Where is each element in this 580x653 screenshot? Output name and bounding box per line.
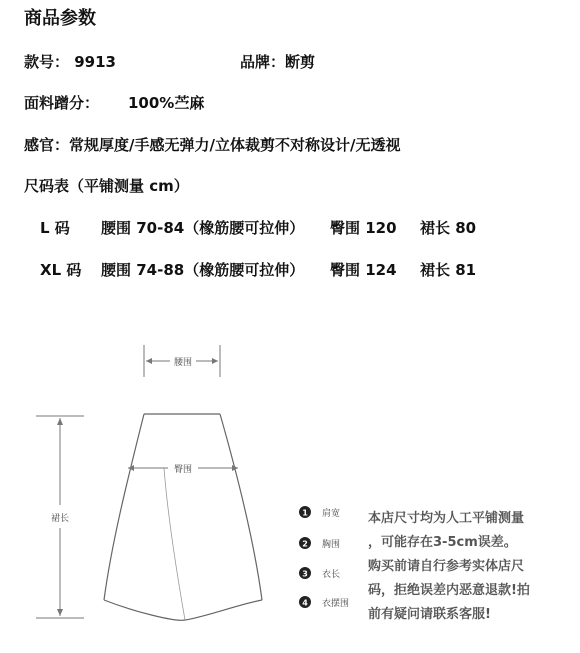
hip-cell: 臀围 120 [330,219,397,237]
length-label: 裙长 [50,514,70,524]
legend-label: 衣长 [322,570,341,580]
brand: 品牌：断剪 [240,53,316,71]
legend-number: 1 [302,508,308,518]
size-cell: L 码 [40,219,70,237]
skirt-outline [104,414,262,620]
legend [299,506,349,609]
legend-number: 4 [302,598,308,608]
legend-label: 衣摆围 [322,599,350,609]
legend-number: 2 [302,539,308,549]
hip-label: 臀围 [173,465,193,475]
waist-cell: 腰围 74-88（橡筋腰可拉伸） [101,261,305,279]
legend-label: 胸围 [322,540,341,550]
legend-number: 3 [302,569,308,579]
size-chart-title: 尺码表（平铺测量 cm） [24,177,189,195]
waist-cell: 腰围 70-84（橡筋腰可拉伸） [101,219,305,237]
waist-label: 腰围 [173,358,193,368]
length-cell: 裙长 80 [420,219,477,237]
size-notice [368,510,530,622]
notice-line: 购买前请自行参考实体店尺 [368,559,525,574]
fabric-value: 100%苎麻 [128,94,205,112]
notice-line: 前有疑问请联系客服! [368,607,491,622]
feel-description: 感官：常规厚度/手感无弹力/立体裁剪不对称设计/无透视 [24,136,401,154]
notice-line: ，可能存在3-5cm误差。 [368,535,517,550]
size-cell: XL 码 [40,261,82,279]
style-number: 款号： 9913 [24,53,116,71]
legend-label: 肩宽 [322,509,341,519]
hip-cell: 臀围 124 [330,261,397,279]
page-title: 商品参数 [24,8,96,29]
length-cell: 裙长 81 [420,261,477,279]
notice-line: 本店尺寸均为人工平铺测量 [368,511,525,526]
fabric-label: 面料蹭分： [24,94,100,112]
notice-line: 码，拒绝误差内恶意退款!拍 [368,583,530,598]
